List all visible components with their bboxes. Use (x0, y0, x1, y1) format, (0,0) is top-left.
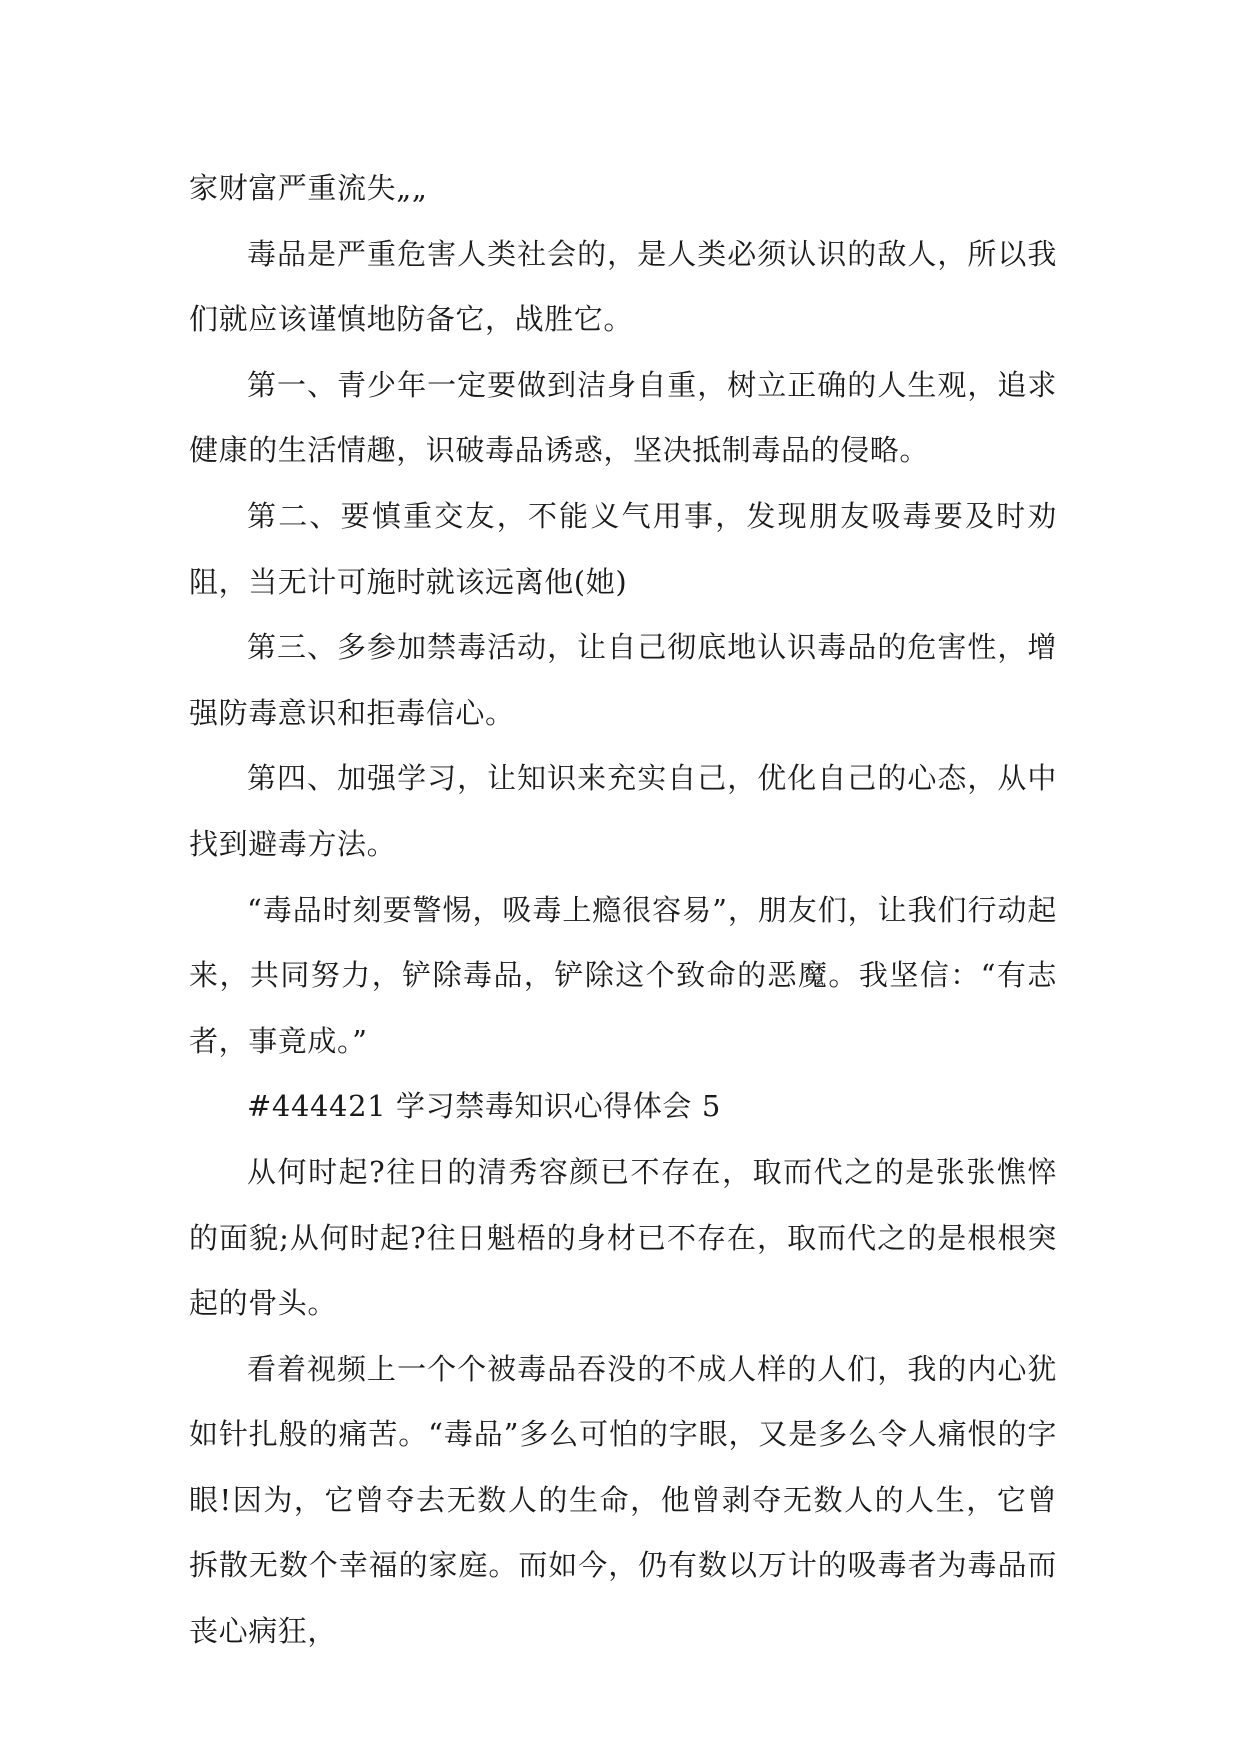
paragraph-video-reflection: 看着视频上一个个被毒品吞没的不成人样的人们，我的内心犹如针扎般的痛苦。“毒品”多么可怕的字眼，又是多么令人痛恨的字眼!因为，它曾夺去无数人的生命，他曾剥夺无数人的人生，它曾拆散无数个幸福的家庭。而如今，仍有数以万计的吸毒者为毒品而丧心病狂， (189, 1351, 1057, 1649)
paragraph-point-one: 第一、青少年一定要做到洁身自重，树立正确的人生观，追求健康的生活情趣，识破毒品诱惑，坚决抵制毒品的侵略。 (189, 367, 1057, 468)
paragraph-since-when: 从何时起?往日的清秀容颜已不存在，取而代之的是张张憔悴的面貌;从何时起?往日魁梧的身材已不存在，取而代之的是根根突起的骨头。 (189, 1154, 1057, 1321)
paragraph-call-to-action: “毒品时刻要警惕，吸毒上瘾很容易”，朋友们，让我们行动起来，共同努力，铲除毒品，铲除这个致命的恶魔。我坚信：“有志者，事竟成。” (189, 892, 1057, 1058)
paragraph-drug-enemy: 毒品是严重危害人类社会的，是人类必须认识的敌人，所以我们就应该谨慎地防备它，战胜它。 (189, 236, 1057, 337)
paragraph-point-three: 第三、多参加禁毒活动，让自己彻底地认识毒品的危害性，增强防毒意识和拒毒信心。 (189, 630, 1057, 730)
paragraph-point-two: 第二、要慎重交友，不能义气用事，发现朋友吸毒要及时劝阻，当无计可施时就该远离他(她) (189, 498, 1057, 599)
section-heading: #444421 学习禁毒知识心得体会 5 (247, 1089, 721, 1124)
paragraph-point-four: 第四、加强学习，让知识来充实自己，优化自己的心态，从中找到避毒方法。 (189, 761, 1057, 861)
document-body (189, 156, 1057, 1665)
paragraph-continuation: 家财富严重流失„„ (189, 171, 428, 205)
